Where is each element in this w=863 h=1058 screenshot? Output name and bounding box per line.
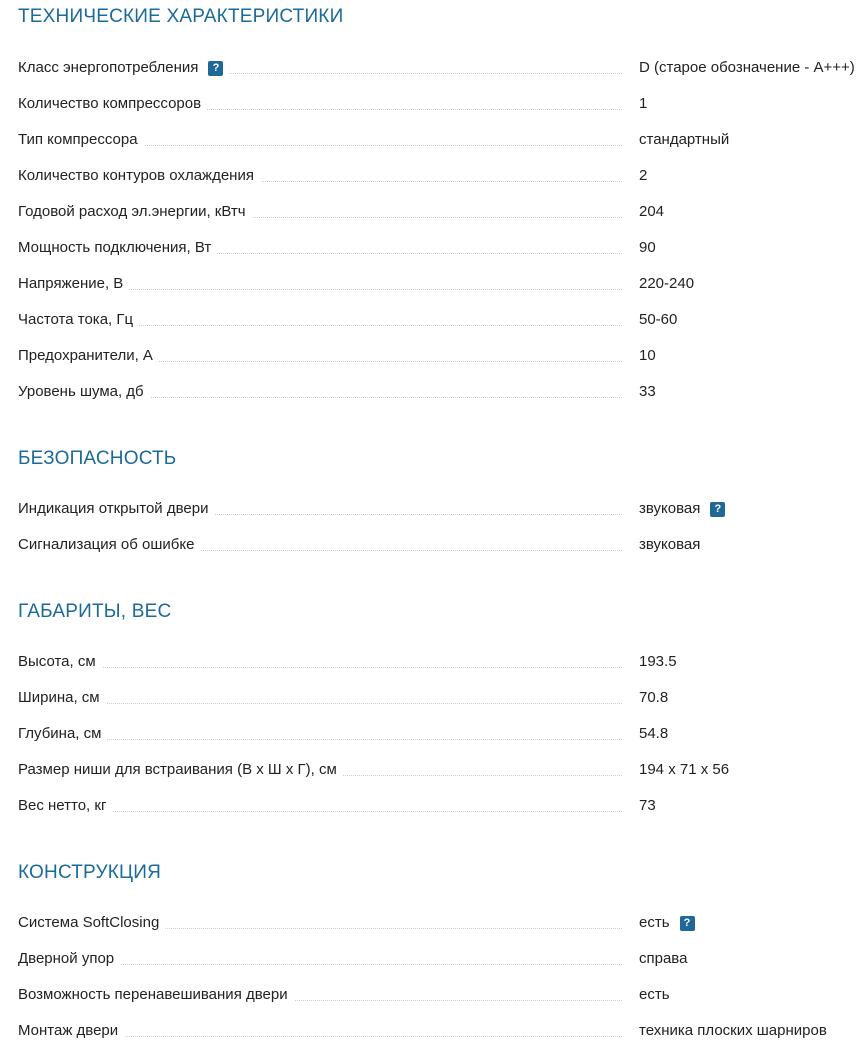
spec-row — [18, 92, 863, 116]
spec-row — [18, 236, 863, 260]
spec-label: Размер ниши для встраивания (В х Ш х Г), см — [18, 761, 337, 778]
spec-row — [18, 344, 863, 368]
spec-label: Возможность перенавешивания двери — [18, 986, 288, 1003]
spec-row — [18, 650, 863, 674]
spec-label: Напряжение, В — [18, 275, 124, 292]
help-icon[interactable]: ? — [710, 502, 725, 517]
spec-row — [18, 533, 863, 557]
spec-value: техника плоских шарниров — [639, 1022, 827, 1039]
help-icon[interactable]: ? — [680, 916, 695, 931]
spec-value: справа — [639, 950, 688, 967]
section-title-tech: ТЕХНИЧЕСКИЕ ХАРАКТЕРИСТИКИ — [18, 6, 344, 27]
spec-value: 70.8 — [639, 689, 669, 706]
dotted-leader — [18, 667, 622, 668]
spec-label: Монтаж двери — [18, 1022, 119, 1039]
spec-label: Индикация открытой двери — [18, 500, 209, 517]
spec-label: Ширина, см — [18, 689, 100, 706]
spec-value: 220-240 — [639, 275, 695, 292]
spec-row — [18, 128, 863, 152]
spec-value: стандартный — [639, 131, 730, 148]
dotted-leader — [18, 703, 622, 704]
spec-value: 33 — [639, 383, 656, 400]
spec-value: 90 — [639, 239, 656, 256]
spec-row — [18, 380, 863, 404]
spec-label: Дверной упор — [18, 950, 115, 967]
spec-row — [18, 947, 863, 971]
spec-row — [18, 1019, 863, 1043]
spec-label: Сигнализация об ошибке — [18, 536, 195, 553]
section-title-safety: БЕЗОПАСНОСТЬ — [18, 448, 177, 469]
spec-row — [18, 56, 863, 80]
spec-row — [18, 272, 863, 296]
spec-label: Уровень шума, дб — [18, 383, 144, 400]
spec-row — [18, 164, 863, 188]
spec-label: Глубина, см — [18, 725, 102, 742]
spec-row — [18, 200, 863, 224]
section-title-construction: КОНСТРУКЦИЯ — [18, 862, 162, 883]
spec-label: Высота, см — [18, 653, 96, 670]
section-title-dimensions: ГАБАРИТЫ, ВЕС — [18, 601, 172, 622]
help-icon[interactable]: ? — [208, 61, 223, 76]
spec-label: Мощность подключения, Вт — [18, 239, 212, 256]
spec-label: Система SoftClosing — [18, 914, 160, 931]
spec-row — [18, 497, 863, 521]
spec-value: 1 — [639, 95, 648, 112]
spec-value: 194 x 71 x 56 — [639, 761, 730, 778]
spec-value: D (старое обозначение - A+++) — [639, 59, 855, 76]
spec-label: Количество компрессоров — [18, 95, 202, 112]
spec-value: 2 — [639, 167, 648, 184]
spec-value: 73 — [639, 797, 656, 814]
spec-value: 204 — [639, 203, 665, 220]
spec-row — [18, 983, 863, 1007]
dotted-leader — [18, 739, 622, 740]
spec-value: звуковая — [639, 500, 701, 517]
spec-label: Вес нетто, кг — [18, 797, 107, 814]
spec-label: Количество контуров охлаждения — [18, 167, 254, 184]
spec-value: есть — [639, 914, 670, 931]
spec-row — [18, 911, 863, 935]
spec-label: Годовой расход эл.энергии, кВтч — [18, 203, 246, 220]
spec-label: Класс энергопотребления — [18, 59, 199, 76]
spec-value: звуковая — [639, 536, 701, 553]
spec-value: 50-60 — [639, 311, 678, 328]
spec-row — [18, 758, 863, 782]
spec-row — [18, 722, 863, 746]
spec-label: Предохранители, А — [18, 347, 153, 364]
spec-row — [18, 794, 863, 818]
spec-value: есть — [639, 986, 670, 1003]
spec-value: 193.5 — [639, 653, 677, 670]
spec-value: 54.8 — [639, 725, 669, 742]
spec-value: 10 — [639, 347, 656, 364]
spec-row — [18, 686, 863, 710]
spec-label: Тип компрессора — [18, 131, 138, 148]
spec-row — [18, 308, 863, 332]
spec-label: Частота тока, Гц — [18, 311, 134, 328]
